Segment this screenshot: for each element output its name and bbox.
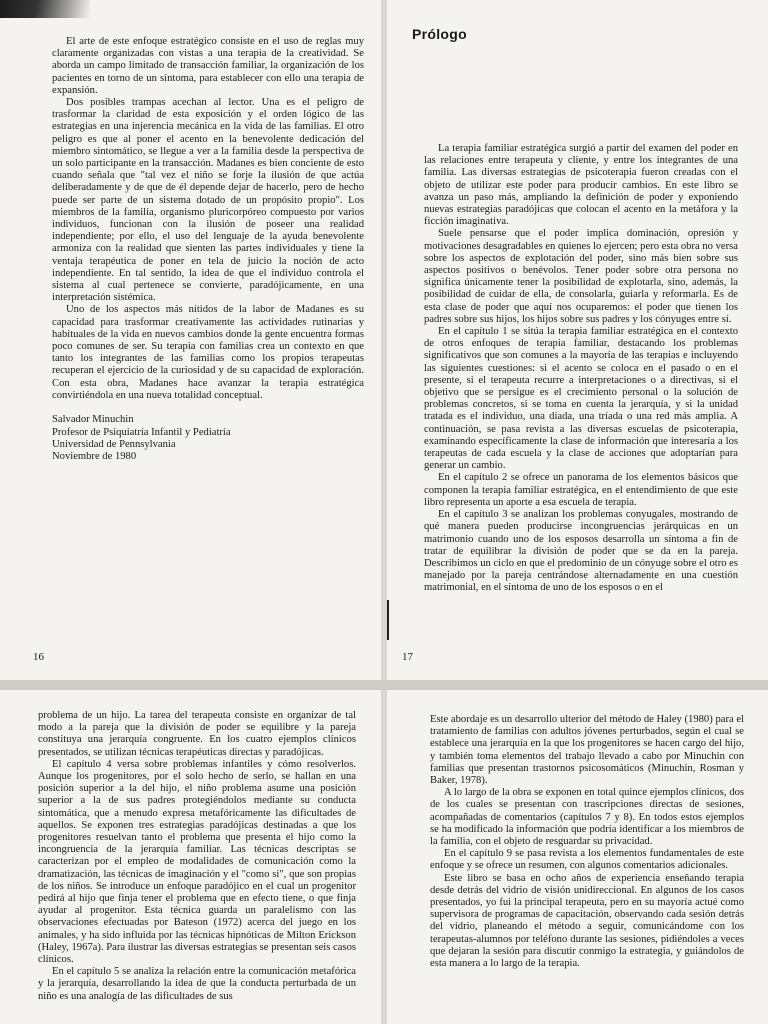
paragraph: Uno de los aspectos más nítidos de la labor de Madanes es su capacidad para trasformar creativamente las actividades rutinarias y habituales de la vida en nuevos cambios donde la gente encuentra formas poco comunes de ser. Su terapia con familias crea un contexto en que tanto los integrantes de las familias como los propios terapeutas recuperan el ejercicio de la curiosidad y de su capacidad de exploración. Con esta obra, Madanes hace avanzar la terapia estratégica convirtiéndola en una nueva totalidad conceptual.	[52, 304, 364, 401]
page-17	[384, 0, 768, 680]
paragraph: La terapia familiar estratégica surgió a partir del examen del poder en las relaciones entre terapeuta y cliente, y entre los integrantes de una familia. Las diversas estrategias de psicoterapia fueron creadas con el objeto de utilizar este poder para producir cambios. En este libro se avanza un paso más, ampliando la definición de poder y exponiendo nuevas estrategias paradójicas que colocan el acento en la metáfora y la ficción imaginativa.	[424, 143, 738, 228]
paragraph: En el capítulo 5 se analiza la relación entre la comunicación metafórica y la jerarquía, desarrollando la idea de que la conducta perturbada de un niño es una analogía de las dificultades de sus	[38, 966, 356, 1002]
paragraph: En el capítulo 9 se pasa revista a los elementos fundamentales de este enfoque y se ofrece un resumen, con algunos comentarios adicionales.	[430, 848, 744, 872]
chapter-title: Prólogo	[412, 26, 467, 42]
signature-institution: Universidad de Pennsylvania	[52, 438, 176, 450]
paragraph: En el capítulo 3 se analizan los problemas conyugales, mostrando de qué manera pueden producirse incongruencias jerárquicas en un matrimonio cuando uno de los esposos desarrolla un síntoma a fin de tratar de equilibrar la división de poder que se da en la pareja. Describimos un ciclo en que el predominio de un cónyuge sobre el otro es manejado por la pareja centrándose alternadamente en una cuestión matrimonial, en el síntoma de uno de los esposos o en el	[424, 509, 738, 594]
signature-role: Profesor de Psiquiatría Infantil y Pediatría	[52, 426, 231, 438]
page-16	[0, 0, 384, 680]
scan-separator	[0, 680, 768, 690]
signature-date: Noviembre de 1980	[52, 451, 137, 463]
paragraph: A lo largo de la obra se exponen en total quince ejemplos clínicos, dos de los cuales se presentan con trascripciones directas de sesiones, acompañadas de comentarios (capítulos 7 y 8). En todos estos ejemplos se ha modificado la información que podría identificar a los miembros de la familia, con el objeto de resguardar su privacidad.	[430, 787, 744, 848]
scan-smudge	[0, 0, 90, 18]
paragraph: El arte de este enfoque estratégico consiste en el uso de reglas muy claramente organizadas con vistas a una terapia de la creatividad. Se aborda un campo limitado de transacción familiar, la organización de los pacientes en torno de un síntoma, para establecer con ello una terapia de expansión.	[52, 36, 364, 96]
page-19	[384, 690, 768, 1024]
paragraph: Este abordaje es un desarrollo ulterior del método de Haley (1980) para el tratamiento de familias con adultos jóvenes perturbados, según el cual se establece una jerarquía en la que los progenitores se hacen cargo del hijo, y también toma elementos del trabajo llevado a cabo por Minuchin con familias que presentan trastornos psicosomáticos (Minuchin, Rosman y Baker, 1978).	[430, 714, 744, 787]
page-19-text	[430, 714, 744, 970]
paragraph: En el capítulo 1 se sitúa la terapia familiar estratégica en el contexto de otros enfoques de terapia familiar, destacando los problemas significativos que son comunes a la mayoría de las terapias e incluyendo las siguientes cuestiones: si el acento se coloca en el pasado o en el presente, si el terapeuta recurre a interpretaciones o a directivas, si el objetivo que se persigue es el crecimiento personal o la solución de problemas concretos, si se toma en cuenta la jerarquía, y si la unidad tratada es el individuo, una díada, una tríada o una red más amplia. A continuación, se pasa revista a las diversas escuelas de psicoterapia, examinando específicamente la clase de información que interesaría a los terapeutas de cada escuela y la clase de acciones que adoptarían para generar un cambio.	[424, 326, 738, 472]
scan-edge-mark	[387, 600, 389, 640]
signature-block	[52, 414, 364, 464]
paragraph: En el capítulo 2 se ofrece un panorama de los elementos básicos que componen la terapia familiar estratégica, en el entendimiento de que este libro representa un aporte a esa escuela de terapia.	[424, 472, 738, 508]
paragraph: Este libro se basa en ocho años de experiencia enseñando terapia desde detrás del vidrio de visión unidireccional. En algunos de los casos presentados, yo fui la principal terapeuta, pero en su mayoría actué como supervisora de programas de capacitación, observando cada sesión detrás del vidrio, planeando el método a seguir, comunicándome con los terapeutas-alumnos por teléfono durante las sesiones, pidiéndoles a veces que dejaran la sesión para discutir conmigo la estrategia, y guiándolos de esta manera a lo largo de la terapia.	[430, 872, 744, 970]
page-number: 17	[402, 651, 413, 663]
paragraph: Dos posibles trampas acechan al lector. Una es el peligro de trasformar la claridad de esta exposición y el orden lógico de las estrategias en una injerencia mecánica en la vida de las familias. El otro peligro es que al poner el acento en la benevolente dedicación del miembro sintomático, se llegue a ver a la familia desde la perspectiva de un solo participante en la transacción. Madanes es bien conciente de esto cuando señala que "tal vez el niño se forje la ilusión de que actúa deliberadamente y de que de él depende dejar de hacerlo, pero de hecho puede ser parte de un sistema dotado de un propósito propio". Los miembros de la familia, organismo pluricorpóreo compuesto por varios individuos, funcionan con la ilusión de poseer una realidad independiente; por ello, el uso del lenguaje de la ayuda benevolente armoniza con la realidad que sienten las partes individuales y tiene la ventaja terapéutica de poner en tela de juicio la noción de acto independiente. En tal sentido, la idea de que el individuo controla el sistema al cual pertenece se convierte, paradójicamente, en una interpretación sistémica.	[52, 97, 364, 304]
paragraph: Suele pensarse que el poder implica dominación, opresión y motivaciones desagradables en quienes lo ejercen; pero esta obra no versa sobre los aspectos de explotación del poder, sino más bien sobre sus aspectos positivos o benévolos. Tener poder sobre otra persona no significa únicamente tener la posibilidad de explotarla, sino, además, la posibilidad de cuidar de ella, de consolarla, guiarla y reformarla. Es de esta clase de poder que aquí nos ocuparemos: el poder que tienen los padres sobre sus hijos, los hijos sobre sus padres y los cónyuges entre sí.	[424, 228, 738, 325]
paragraph: El capítulo 4 versa sobre problemas infantiles y cómo resolverlos. Aunque los progenitores, por el solo hecho de serlo, se hallan en una posición superior a la del hijo, el niño problema asume una posición superior a la de sus padres protegiéndolos mediante su conducta sintomática, que a menudo expresa metafóricamente las dificultades de aquellos. Se exponen tres estrategias paradójicas destinadas a que los progenitores resuelvan tanto el problema que presenta el hijo como la incongruencia de la jerarquía familiar. Las técnicas descriptas se caracterizan por el empleo de modalidades de comunicación como la dramatización, las técnicas de imaginación y el "como si", que son propias de los niños. Se introduce un enfoque paradójico en el cual un progenitor pedirá al hijo que finja tener el problema que en efecto tiene, o que finja ayudar al progenitor. Esta técnica guarda un paralelismo con las observaciones efectuadas por Bateson (1972) acerca del juego en los animales, y ha sido influida por las técnicas hipnóticas de Milton Erickson (Haley, 1967a). Para ilustrar las diversas estrategias se presentan seis casos clínicos.	[38, 758, 356, 966]
book-gutter	[381, 0, 387, 1024]
page-17-text	[424, 143, 738, 595]
page-number: 16	[33, 651, 44, 663]
page-18	[0, 690, 384, 1024]
page-18-text	[38, 710, 356, 1003]
signature-name: Salvador Minuchin	[52, 414, 134, 426]
paragraph: problema de un hijo. La tarea del terapeuta consiste en organizar de tal modo a la pareja que la división de poder se equilibre y la pareja constituya una jerarquía congruente. En los cuatro ejemplos clínicos presentados, se utilizan técnicas terapéuticas directas y paradójicas.	[38, 710, 356, 758]
page-16-text	[52, 36, 364, 464]
